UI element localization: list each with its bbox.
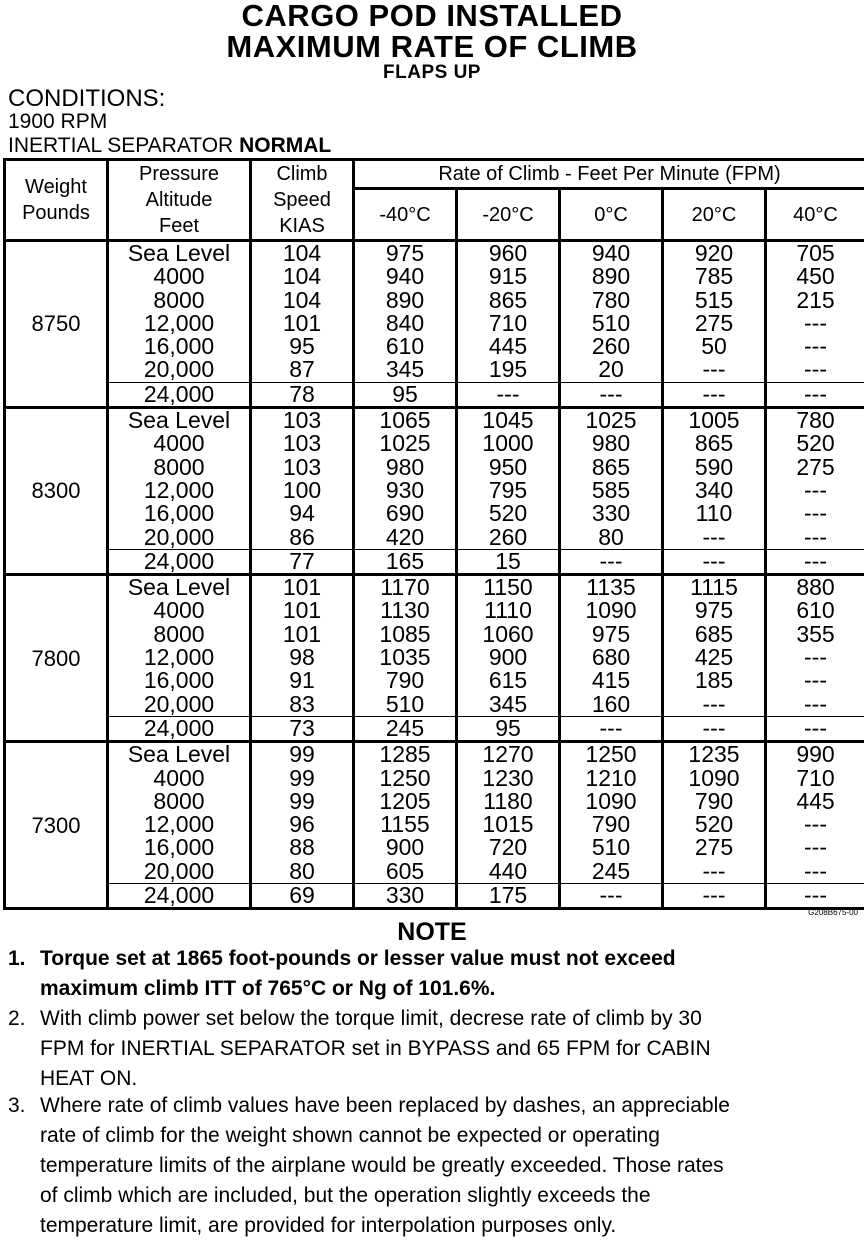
table-cell: 865 [458, 289, 558, 312]
table-cell: 260 [561, 335, 661, 358]
table-cell: 12,000 [109, 479, 249, 502]
rate-cell [560, 408, 663, 575]
table-cell: --- [664, 693, 764, 717]
table-cell: 790 [664, 790, 764, 813]
table-cell: --- [767, 836, 864, 859]
table-cell: 1170 [355, 576, 455, 599]
rate-cell [457, 408, 560, 575]
table-cell: 88 [252, 836, 352, 859]
table-cell: 24,000 [109, 884, 249, 907]
table-cell: 610 [767, 599, 864, 622]
table-cell: --- [664, 526, 764, 550]
table-cell: 615 [458, 669, 558, 692]
table-cell: 900 [458, 646, 558, 669]
table-cell: 175 [458, 884, 558, 907]
table-cell: 16,000 [109, 669, 249, 692]
altitude-cell [108, 742, 251, 909]
rate-cell [457, 241, 560, 408]
table-cell: 940 [355, 265, 455, 288]
table-cell: 95 [355, 383, 455, 406]
table-cell: 101 [252, 576, 352, 599]
table-cell: 865 [664, 432, 764, 455]
table-cell: 705 [767, 242, 864, 265]
table-cell: 96 [252, 813, 352, 836]
separator-label: INERTIAL SEPARATOR [8, 134, 239, 157]
table-cell: 24,000 [109, 550, 249, 573]
table-header [5, 160, 864, 241]
figure-id: G208B675-00 [808, 908, 858, 917]
table-cell: 77 [252, 550, 352, 573]
table-cell: --- [664, 884, 764, 907]
table-cell: 98 [252, 646, 352, 669]
table-cell: 1090 [561, 599, 661, 622]
table-cell: 930 [355, 479, 455, 502]
table-cell: 104 [252, 265, 352, 288]
note-item-3 [8, 1091, 848, 1241]
table-cell: 104 [252, 242, 352, 265]
rate-cell [663, 408, 766, 575]
table-cell: 590 [664, 456, 764, 479]
table-cell: 425 [664, 646, 764, 669]
table-cell: 99 [252, 743, 352, 766]
table-cell: 990 [767, 743, 864, 766]
table-cell: 1090 [664, 767, 764, 790]
table-cell: --- [767, 358, 864, 382]
altitude-cell [108, 575, 251, 742]
table-cell: 690 [355, 502, 455, 525]
table-cell: 1270 [458, 743, 558, 766]
table-cell: 1135 [561, 576, 661, 599]
table-cell: 1085 [355, 623, 455, 646]
table-cell: 785 [664, 265, 764, 288]
table-cell: 78 [252, 383, 352, 406]
table-cell: 15 [458, 550, 558, 573]
subtitle-flaps: FLAPS UP [0, 62, 864, 84]
conditions-heading: CONDITIONS: [8, 86, 165, 112]
table-cell: 980 [355, 456, 455, 479]
weight-cell: 8750 [5, 241, 108, 408]
table-cell: 91 [252, 669, 352, 692]
title-line-2: MAXIMUM RATE OF CLIMB [0, 31, 864, 63]
note-text: With climb power set below the torque limit, decrese rate of climb by 30 FPM for INERTIAL SEPARATOR set in BYPASS and 65 FPM for CABIN HEAT ON. [40, 1004, 848, 1094]
header-temp-minus-40: -40°C [354, 189, 457, 241]
table-cell: 1015 [458, 813, 558, 836]
header-temp-0: 0°C [560, 189, 663, 241]
rate-of-climb-table [3, 158, 864, 910]
table-cell: 99 [252, 767, 352, 790]
table-cell: 940 [561, 242, 661, 265]
table-cell: 1025 [561, 409, 661, 432]
table-cell: 445 [458, 335, 558, 358]
table-cell: 1000 [458, 432, 558, 455]
table-cell: 99 [252, 790, 352, 813]
table-cell: --- [767, 884, 864, 907]
rate-cell [354, 241, 457, 408]
table-cell: 103 [252, 456, 352, 479]
table-cell: Sea Level [109, 409, 249, 432]
table-cell: 920 [664, 242, 764, 265]
table-cell: 840 [355, 312, 455, 335]
table-cell: --- [767, 717, 864, 740]
table-cell: 16,000 [109, 502, 249, 525]
table-cell: 510 [561, 312, 661, 335]
table-cell: 1115 [664, 576, 764, 599]
rate-cell [663, 575, 766, 742]
table-cell: 440 [458, 860, 558, 884]
table-cell: 16,000 [109, 836, 249, 859]
speed-cell [251, 241, 354, 408]
table-cell: 975 [355, 242, 455, 265]
table-cell: 1205 [355, 790, 455, 813]
table-cell: 101 [252, 599, 352, 622]
table-cell: 520 [664, 813, 764, 836]
table-cell: 1110 [458, 599, 558, 622]
table-cell: 710 [767, 767, 864, 790]
rate-cell [457, 575, 560, 742]
table-cell: 185 [664, 669, 764, 692]
table-cell: --- [561, 884, 661, 907]
weight-group-row [5, 575, 864, 742]
table-cell: 95 [252, 335, 352, 358]
table-cell: 4000 [109, 599, 249, 622]
table-cell: --- [561, 550, 661, 573]
note-item-1 [8, 944, 848, 1004]
table-cell: Sea Level [109, 743, 249, 766]
table-cell: 1285 [355, 743, 455, 766]
table-cell: 1025 [355, 432, 455, 455]
table-cell: --- [767, 502, 864, 525]
table-cell: 780 [767, 409, 864, 432]
table-cell: --- [767, 693, 864, 717]
table-cell: 975 [664, 599, 764, 622]
rate-cell [766, 575, 864, 742]
table-cell: 8000 [109, 456, 249, 479]
table-cell: 680 [561, 646, 661, 669]
table-cell: 1090 [561, 790, 661, 813]
table-cell: --- [458, 383, 558, 406]
note-item-2 [8, 1004, 848, 1094]
weight-cell: 8300 [5, 408, 108, 575]
table-cell: 104 [252, 289, 352, 312]
table-cell: 83 [252, 693, 352, 717]
table-cell: 865 [561, 456, 661, 479]
table-cell: 1130 [355, 599, 455, 622]
table-cell: 12,000 [109, 646, 249, 669]
header-temp-20: 20°C [663, 189, 766, 241]
weight-cell: 7800 [5, 575, 108, 742]
table-cell: 960 [458, 242, 558, 265]
table-cell: 80 [252, 860, 352, 884]
table-body [5, 241, 864, 909]
table-cell: 1035 [355, 646, 455, 669]
table-cell: --- [767, 312, 864, 335]
table-cell: 330 [355, 884, 455, 907]
table-cell: 215 [767, 289, 864, 312]
table-cell: 94 [252, 502, 352, 525]
table-cell: 950 [458, 456, 558, 479]
table-cell: 275 [767, 456, 864, 479]
title-line-1: CARGO POD INSTALLED [0, 0, 864, 32]
table-cell: 101 [252, 312, 352, 335]
table-cell: 330 [561, 502, 661, 525]
table-cell: 355 [767, 623, 864, 646]
rate-cell [766, 408, 864, 575]
table-cell: 1150 [458, 576, 558, 599]
table-cell: 95 [458, 717, 558, 740]
note-heading: NOTE [0, 918, 864, 947]
weight-group-row [5, 241, 864, 408]
table-cell: 4000 [109, 265, 249, 288]
table-cell: 195 [458, 358, 558, 382]
table-cell: 8000 [109, 289, 249, 312]
weight-group-row [5, 408, 864, 575]
table-cell: 415 [561, 669, 661, 692]
rate-cell [354, 742, 457, 909]
table-cell: 890 [355, 289, 455, 312]
table-cell: 790 [355, 669, 455, 692]
table-cell: 165 [355, 550, 455, 573]
rate-cell [560, 575, 663, 742]
table-cell: 1210 [561, 767, 661, 790]
table-cell: 520 [767, 432, 864, 455]
table-cell: 275 [664, 836, 764, 859]
table-cell: 710 [458, 312, 558, 335]
table-cell: 790 [561, 813, 661, 836]
table-cell: 101 [252, 623, 352, 646]
table-cell: 1065 [355, 409, 455, 432]
table-cell: 245 [355, 717, 455, 740]
table-cell: Sea Level [109, 576, 249, 599]
note-number: 2. [8, 1004, 26, 1034]
note-number: 3. [8, 1091, 26, 1121]
table-cell: --- [767, 479, 864, 502]
table-cell: --- [664, 383, 764, 406]
header-temp-40: 40°C [766, 189, 864, 241]
header-temp-minus-20: -20°C [457, 189, 560, 241]
rate-cell [766, 241, 864, 408]
table-cell: 1155 [355, 813, 455, 836]
table-cell: 260 [458, 526, 558, 550]
rate-cell [663, 742, 766, 909]
table-cell: 510 [355, 693, 455, 717]
conditions-rpm: 1900 RPM [8, 110, 107, 134]
table-cell: 585 [561, 479, 661, 502]
table-cell: 12,000 [109, 312, 249, 335]
table-cell: 50 [664, 335, 764, 358]
header-weight: Weight Pounds [5, 160, 108, 241]
table-cell: 900 [355, 836, 455, 859]
table-cell: 275 [664, 312, 764, 335]
table-cell: 780 [561, 289, 661, 312]
table-cell: 720 [458, 836, 558, 859]
table-cell: 1180 [458, 790, 558, 813]
header-rate-of-climb: Rate of Climb - Feet Per Minute (FPM) [354, 160, 864, 189]
table-cell: 20,000 [109, 860, 249, 884]
table-cell: 160 [561, 693, 661, 717]
rate-cell [663, 241, 766, 408]
table-cell: 795 [458, 479, 558, 502]
table-cell: 1045 [458, 409, 558, 432]
table-cell: 8000 [109, 790, 249, 813]
table-cell: 20,000 [109, 526, 249, 550]
table-cell: 915 [458, 265, 558, 288]
table-cell: 4000 [109, 432, 249, 455]
table-cell: 1235 [664, 743, 764, 766]
table-cell: --- [767, 335, 864, 358]
table-cell: 450 [767, 265, 864, 288]
table-cell: 12,000 [109, 813, 249, 836]
header-climb-speed: Climb Speed KIAS [251, 160, 354, 241]
table-cell: 1060 [458, 623, 558, 646]
weight-group-row [5, 742, 864, 909]
table-cell: --- [664, 358, 764, 382]
weight-cell: 7300 [5, 742, 108, 909]
table-cell: 80 [561, 526, 661, 550]
table-cell: 24,000 [109, 383, 249, 406]
rate-cell [766, 742, 864, 909]
table-cell: 605 [355, 860, 455, 884]
table-cell: 20,000 [109, 693, 249, 717]
rate-cell [560, 241, 663, 408]
table-cell: 445 [767, 790, 864, 813]
conditions-separator [8, 134, 331, 158]
table-cell: --- [767, 526, 864, 550]
speed-cell [251, 575, 354, 742]
table-cell: 16,000 [109, 335, 249, 358]
note-text: Torque set at 1865 foot-pounds or lesser value must not exceed maximum climb ITT of 765°C or Ng of 101.6%. [40, 944, 848, 1004]
table-cell: 340 [664, 479, 764, 502]
table-cell: 20,000 [109, 358, 249, 382]
table-cell: 100 [252, 479, 352, 502]
table-cell: 345 [458, 693, 558, 717]
table-cell: --- [767, 860, 864, 884]
table-cell: 510 [561, 836, 661, 859]
table-cell: 515 [664, 289, 764, 312]
table-cell: 1005 [664, 409, 764, 432]
rate-cell [354, 575, 457, 742]
table-cell: 345 [355, 358, 455, 382]
table-cell: 73 [252, 717, 352, 740]
note-text: Where rate of climb values have been replaced by dashes, an appreciable rate of climb for the weight shown cannot be expected or operating temperature limits of the airplane would be greatly exceeded. Those rates of climb which are included, but the operation slightly exceeds the temperature limit, are provided for interpolation purposes only. [40, 1091, 848, 1241]
table-cell: 245 [561, 860, 661, 884]
table-cell: --- [664, 860, 764, 884]
table-cell: 86 [252, 526, 352, 550]
table-cell: 24,000 [109, 717, 249, 740]
table-cell: 103 [252, 409, 352, 432]
table-cell: --- [767, 669, 864, 692]
table-cell: 880 [767, 576, 864, 599]
table-cell: 20 [561, 358, 661, 382]
table-cell: 975 [561, 623, 661, 646]
speed-cell [251, 408, 354, 575]
table-cell: 520 [458, 502, 558, 525]
rate-cell [560, 742, 663, 909]
table-cell: --- [767, 550, 864, 573]
speed-cell [251, 742, 354, 909]
rate-cell [457, 742, 560, 909]
table-cell: --- [767, 813, 864, 836]
table-cell: 8000 [109, 623, 249, 646]
table-cell: --- [561, 383, 661, 406]
table-cell: 1250 [355, 767, 455, 790]
table-cell: 87 [252, 358, 352, 382]
altitude-cell [108, 408, 251, 575]
table-cell: Sea Level [109, 242, 249, 265]
table-cell: 890 [561, 265, 661, 288]
table-cell: --- [664, 717, 764, 740]
table-cell: --- [561, 717, 661, 740]
table-cell: --- [664, 550, 764, 573]
table-cell: 610 [355, 335, 455, 358]
note-number: 1. [8, 944, 26, 974]
table-cell: 110 [664, 502, 764, 525]
table-cell: 980 [561, 432, 661, 455]
table-cell: --- [767, 646, 864, 669]
separator-value: NORMAL [239, 134, 331, 157]
header-pressure-altitude: Pressure Altitude Feet [108, 160, 251, 241]
table-cell: 420 [355, 526, 455, 550]
table-cell: 685 [664, 623, 764, 646]
table-cell: 103 [252, 432, 352, 455]
altitude-cell [108, 241, 251, 408]
table-cell: 1230 [458, 767, 558, 790]
table-cell: 69 [252, 884, 352, 907]
table-cell: 1250 [561, 743, 661, 766]
table-cell: --- [767, 383, 864, 406]
rate-cell [354, 408, 457, 575]
table-cell: 4000 [109, 767, 249, 790]
